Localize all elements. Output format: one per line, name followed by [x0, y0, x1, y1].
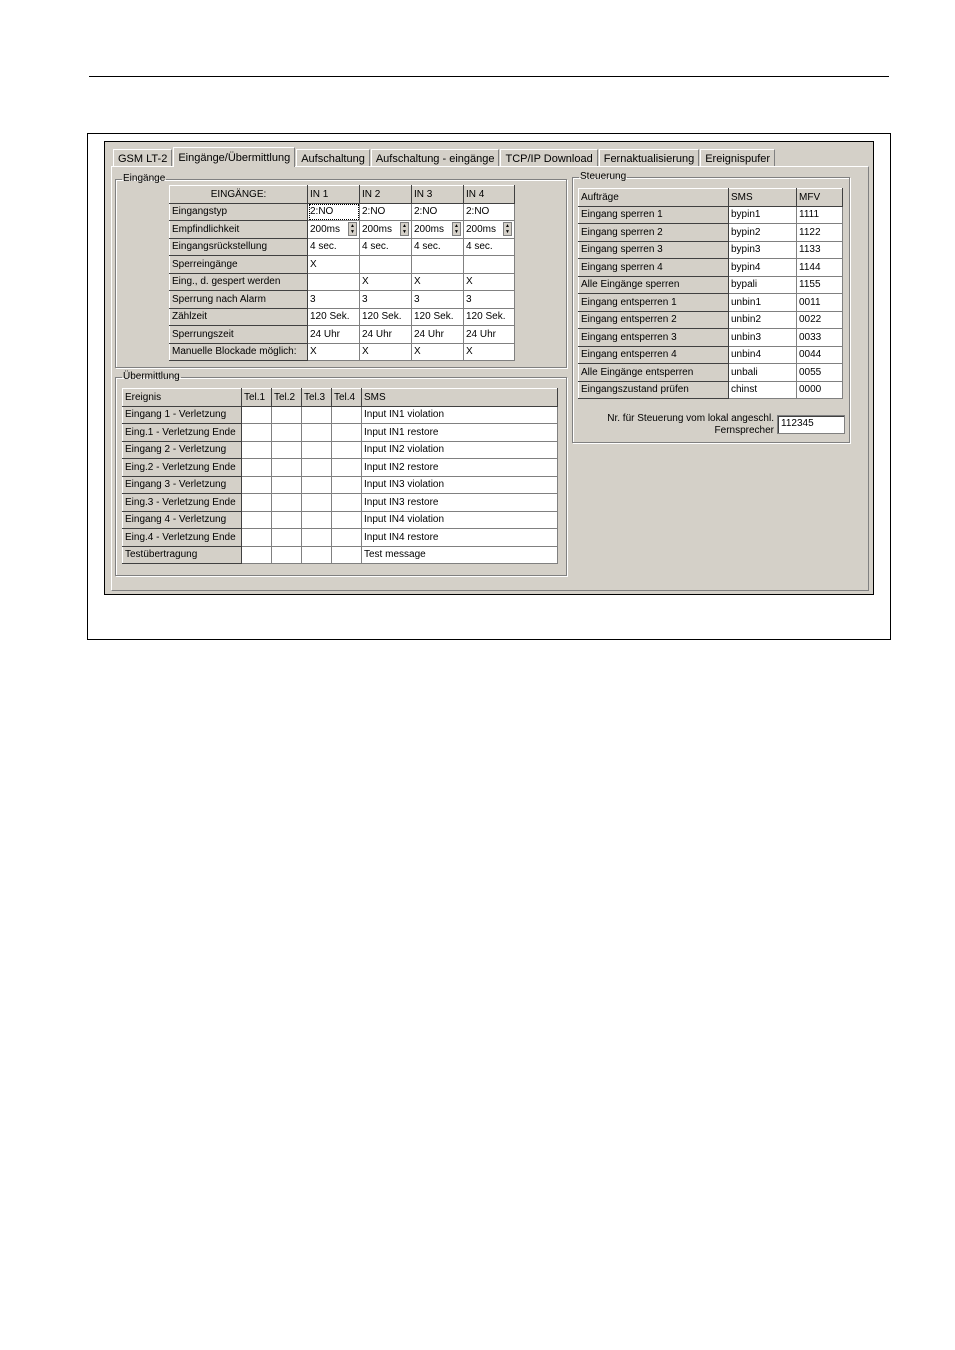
uebermittlung-column-header: Tel.3: [302, 389, 332, 407]
steuerung-row: [579, 241, 843, 259]
mfv-code-cell[interactable]: 0000: [797, 381, 843, 399]
tab-fernaktualisierung[interactable]: Fernaktualisierung: [599, 149, 700, 167]
event-label: Eing.2 - Verletzung Ende: [123, 459, 242, 477]
steuerung-row: [579, 259, 843, 277]
tel-checkbox-cell[interactable]: [332, 406, 362, 424]
tel-checkbox-cell[interactable]: [302, 511, 332, 529]
steuerung-row: [579, 224, 843, 242]
eingaenge-row: [170, 343, 515, 361]
sms-text-cell[interactable]: Test message: [362, 546, 558, 564]
tab-aufschaltung-eingaenge[interactable]: Aufschaltung - eingänge: [371, 149, 500, 167]
mfv-code-cell[interactable]: 0022: [797, 311, 843, 329]
input-column-header-4: IN 4: [464, 186, 515, 204]
sms-text-cell[interactable]: Input IN2 restore: [362, 459, 558, 477]
sms-command-cell[interactable]: bypali: [729, 276, 797, 294]
eingaenge-row: [170, 221, 515, 239]
steuerung-row: [579, 381, 843, 399]
mfv-code-cell[interactable]: 1155: [797, 276, 843, 294]
uebermittlung-column-header: Ereignis: [123, 389, 242, 407]
sms-text-cell[interactable]: Input IN3 restore: [362, 494, 558, 512]
command-label: Alle Eingänge entsperren: [579, 364, 729, 382]
sms-command-cell[interactable]: unbin4: [729, 346, 797, 364]
eingaenge-cell[interactable]: 3: [412, 291, 464, 309]
uebermittlung-row: [123, 476, 558, 494]
command-label: Eingang entsperren 2: [579, 311, 729, 329]
uebermittlung-column-header: SMS: [362, 389, 558, 407]
tab-tcpip-download[interactable]: TCP/IP Download: [500, 149, 597, 167]
command-label: Eingang sperren 1: [579, 206, 729, 224]
sms-text-cell[interactable]: Input IN1 violation: [362, 406, 558, 424]
eingaenge-cell[interactable]: 120 Sek.: [412, 308, 464, 326]
steuerung-column-header: SMS: [729, 189, 797, 207]
tel-checkbox-cell[interactable]: [332, 459, 362, 477]
tel-checkbox-cell[interactable]: [272, 546, 302, 564]
tel-checkbox-cell[interactable]: [242, 476, 272, 494]
tel-checkbox-cell[interactable]: [302, 441, 332, 459]
tel-checkbox-cell[interactable]: [272, 459, 302, 477]
spinner-buttons[interactable]: [503, 222, 512, 236]
input-column-header-1: IN 1: [308, 186, 360, 204]
eingaenge-cell[interactable]: X: [308, 343, 360, 361]
spinner-up-icon[interactable]: ▲: [454, 223, 459, 230]
steuerung-row: [579, 311, 843, 329]
tel-checkbox-cell[interactable]: [272, 529, 302, 547]
eingaenge-cell[interactable]: 24 Uhr: [360, 326, 412, 344]
mfv-code-cell[interactable]: 0011: [797, 294, 843, 312]
mfv-code-cell[interactable]: 0055: [797, 364, 843, 382]
eingaenge-cell[interactable]: 24 Uhr: [464, 326, 515, 344]
uebermittlung-column-header: Tel.2: [272, 389, 302, 407]
command-label: Alle Eingänge sperren: [579, 276, 729, 294]
eingaenge-row: [170, 273, 515, 291]
uebermittlung-column-header: Tel.4: [332, 389, 362, 407]
steuerung-row: [579, 364, 843, 382]
eingaenge-cell[interactable]: 24 Uhr: [308, 326, 360, 344]
sensitivity-value: 200ms: [362, 223, 393, 235]
spinner-up-icon[interactable]: ▲: [350, 223, 355, 230]
eingaenge-cell[interactable]: 4 sec.: [360, 238, 412, 256]
sms-text-cell[interactable]: Input IN2 violation: [362, 441, 558, 459]
steuerung-row: [579, 206, 843, 224]
command-label: Eingang sperren 3: [579, 241, 729, 259]
eingaenge-cell[interactable]: 120 Sek.: [360, 308, 412, 326]
tab-aufschaltung[interactable]: Aufschaltung: [296, 149, 370, 167]
tel-checkbox-cell[interactable]: [302, 476, 332, 494]
eingaenge-row-label: Eing., d. gespert werden: [170, 273, 308, 291]
eingaenge-row-label: Manuelle Blockade möglich:: [170, 343, 308, 361]
eingaenge-cell[interactable]: X: [360, 273, 412, 291]
sms-command-cell[interactable]: chinst: [729, 381, 797, 399]
eingaenge-cell[interactable]: 120 Sek.: [308, 308, 360, 326]
eingaenge-column-header: EINGÄNGE:: [170, 186, 308, 204]
eingaenge-row: [170, 203, 515, 221]
eingaenge-table: [169, 185, 515, 361]
tel-checkbox-cell[interactable]: [302, 546, 332, 564]
sensitivity-spinner[interactable]: [362, 222, 409, 237]
phone-number-field[interactable]: 112345: [777, 415, 845, 434]
eingaenge-row: [170, 308, 515, 326]
input-column-header-2: IN 2: [360, 186, 412, 204]
eingaenge-header-row: [170, 186, 515, 204]
tab-ereignispufer[interactable]: Ereignispufer: [700, 149, 775, 167]
eingaenge-row: [170, 291, 515, 309]
tel-checkbox-cell[interactable]: [272, 494, 302, 512]
spinner-down-icon[interactable]: ▼: [454, 229, 459, 236]
steuerung-row: [579, 346, 843, 364]
eingaenge-row-label: Eingangstyp: [170, 203, 308, 221]
steuerung-header-row: [579, 189, 843, 207]
eingaenge-row-label: Sperreingänge: [170, 256, 308, 274]
eingaenge-cell[interactable]: 2:NO: [464, 203, 515, 221]
uebermittlung-table: [122, 388, 558, 564]
settings-dialog: [104, 141, 874, 595]
mfv-code-cell[interactable]: 1122: [797, 224, 843, 242]
uebermittlung-group-title: Übermittlung: [123, 371, 180, 382]
tab-eingaenge-uebermittlung[interactable]: Eingänge/Übermittlung: [173, 147, 295, 167]
sms-command-cell[interactable]: bypin3: [729, 241, 797, 259]
spinner-buttons[interactable]: [348, 222, 357, 236]
sensitivity-cell[interactable]: [412, 221, 464, 239]
event-label: Eing.3 - Verletzung Ende: [123, 494, 242, 512]
tel-checkbox-cell[interactable]: [242, 546, 272, 564]
steuerung-row: [579, 276, 843, 294]
tel-checkbox-cell[interactable]: [272, 441, 302, 459]
sensitivity-cell[interactable]: [360, 221, 412, 239]
tel-checkbox-cell[interactable]: [332, 546, 362, 564]
phone-label-line2: Fernsprecher: [714, 425, 774, 436]
sensitivity-value: 200ms: [466, 223, 497, 235]
uebermittlung-column-header: Tel.1: [242, 389, 272, 407]
eingaenge-cell[interactable]: 2:NO: [308, 203, 360, 221]
steuerung-table: [578, 188, 843, 399]
eingaenge-cell[interactable]: [464, 256, 515, 274]
sms-text-cell[interactable]: Input IN3 violation: [362, 476, 558, 494]
event-label: Eingang 2 - Verletzung: [123, 441, 242, 459]
sensitivity-spinner[interactable]: [466, 222, 512, 237]
event-label: Testübertragung: [123, 546, 242, 564]
eingaenge-row-label: Sperrung nach Alarm: [170, 291, 308, 309]
sms-command-cell[interactable]: unbin2: [729, 311, 797, 329]
uebermittlung-row: [123, 441, 558, 459]
eingaenge-row-label: Zählzeit: [170, 308, 308, 326]
uebermittlung-row: [123, 511, 558, 529]
spinner-down-icon[interactable]: ▼: [402, 229, 407, 236]
command-label: Eingangszustand prüfen: [579, 381, 729, 399]
spinner-buttons[interactable]: [452, 222, 461, 236]
tel-checkbox-cell[interactable]: [272, 406, 302, 424]
mfv-code-cell[interactable]: 1144: [797, 259, 843, 277]
sensitivity-value: 200ms: [414, 223, 445, 235]
tel-checkbox-cell[interactable]: [332, 476, 362, 494]
event-label: Eingang 3 - Verletzung: [123, 476, 242, 494]
eingaenge-cell[interactable]: X: [308, 256, 360, 274]
tel-checkbox-cell[interactable]: [302, 494, 332, 512]
eingaenge-cell[interactable]: 3: [308, 291, 360, 309]
command-label: Eingang sperren 4: [579, 259, 729, 277]
sms-command-cell[interactable]: unbin3: [729, 329, 797, 347]
tel-checkbox-cell[interactable]: [302, 459, 332, 477]
sms-command-cell[interactable]: unbali: [729, 364, 797, 382]
eingaenge-row: [170, 326, 515, 344]
command-label: Eingang entsperren 1: [579, 294, 729, 312]
eingaenge-cell[interactable]: X: [360, 343, 412, 361]
eingaenge-row-label: Sperrungszeit: [170, 326, 308, 344]
mfv-code-cell[interactable]: 1133: [797, 241, 843, 259]
sms-text-cell[interactable]: Input IN4 violation: [362, 511, 558, 529]
sms-text-cell[interactable]: Input IN1 restore: [362, 424, 558, 442]
eingaenge-row: [170, 238, 515, 256]
tel-checkbox-cell[interactable]: [242, 459, 272, 477]
eingaenge-cell[interactable]: 120 Sek.: [464, 308, 515, 326]
sms-text-cell[interactable]: Input IN4 restore: [362, 529, 558, 547]
tab-gsm-lt2[interactable]: GSM LT-2: [113, 149, 172, 167]
sms-command-cell[interactable]: bypin1: [729, 206, 797, 224]
steuerung-column-header: Aufträge: [579, 189, 729, 207]
tel-checkbox-cell[interactable]: [242, 529, 272, 547]
eingaenge-cell[interactable]: 2:NO: [412, 203, 464, 221]
eingaenge-cell[interactable]: [412, 256, 464, 274]
page-header-rule: [89, 76, 889, 77]
tab-strip: [113, 147, 776, 167]
input-column-header-3: IN 3: [412, 186, 464, 204]
tel-checkbox-cell[interactable]: [332, 494, 362, 512]
eingaenge-cell[interactable]: X: [464, 273, 515, 291]
tel-checkbox-cell[interactable]: [272, 511, 302, 529]
eingaenge-cell[interactable]: 4 sec.: [464, 238, 515, 256]
eingaenge-cell[interactable]: 24 Uhr: [412, 326, 464, 344]
command-label: Eingang entsperren 3: [579, 329, 729, 347]
eingaenge-cell[interactable]: 4 sec.: [308, 238, 360, 256]
tel-checkbox-cell[interactable]: [332, 529, 362, 547]
event-label: Eing.4 - Verletzung Ende: [123, 529, 242, 547]
uebermittlung-row: [123, 494, 558, 512]
eingaenge-cell[interactable]: 2:NO: [360, 203, 412, 221]
sensitivity-spinner[interactable]: [310, 222, 357, 237]
uebermittlung-row: [123, 459, 558, 477]
uebermittlung-row: [123, 424, 558, 442]
phone-label: [582, 413, 774, 437]
spinner-up-icon[interactable]: ▲: [505, 223, 510, 230]
uebermittlung-header-row: [123, 389, 558, 407]
eingaenge-group-title: Eingänge: [123, 173, 166, 184]
eingaenge-cell[interactable]: 3: [464, 291, 515, 309]
tel-checkbox-cell[interactable]: [302, 406, 332, 424]
tel-checkbox-cell[interactable]: [302, 424, 332, 442]
steuerung-row: [579, 294, 843, 312]
mfv-code-cell[interactable]: 0044: [797, 346, 843, 364]
tel-checkbox-cell[interactable]: [332, 441, 362, 459]
spinner-buttons[interactable]: [400, 222, 409, 236]
sensitivity-spinner[interactable]: [414, 222, 461, 237]
eingaenge-cell[interactable]: [308, 273, 360, 291]
tel-checkbox-cell[interactable]: [272, 424, 302, 442]
eingaenge-cell[interactable]: X: [464, 343, 515, 361]
tel-checkbox-cell[interactable]: [242, 406, 272, 424]
sensitivity-value: 200ms: [310, 223, 341, 235]
event-label: Eingang 4 - Verletzung: [123, 511, 242, 529]
tel-checkbox-cell[interactable]: [242, 424, 272, 442]
tel-checkbox-cell[interactable]: [272, 476, 302, 494]
tel-checkbox-cell[interactable]: [242, 494, 272, 512]
spinner-down-icon[interactable]: ▼: [350, 229, 355, 236]
spinner-up-icon[interactable]: ▲: [402, 223, 407, 230]
eingaenge-row: [170, 256, 515, 274]
sensitivity-cell[interactable]: [464, 221, 515, 239]
uebermittlung-row: [123, 529, 558, 547]
eingaenge-cell[interactable]: [360, 256, 412, 274]
eingaenge-row-label: Eingangsrückstellung: [170, 238, 308, 256]
event-label: Eingang 1 - Verletzung: [123, 406, 242, 424]
tel-checkbox-cell[interactable]: [242, 441, 272, 459]
sms-command-cell[interactable]: bypin4: [729, 259, 797, 277]
spinner-down-icon[interactable]: ▼: [505, 229, 510, 236]
mfv-code-cell[interactable]: 0033: [797, 329, 843, 347]
sensitivity-cell[interactable]: [308, 221, 360, 239]
eingaenge-cell[interactable]: X: [412, 273, 464, 291]
eingaenge-cell[interactable]: 3: [360, 291, 412, 309]
tel-checkbox-cell[interactable]: [332, 424, 362, 442]
event-label: Eing.1 - Verletzung Ende: [123, 424, 242, 442]
phone-label-line1: Nr. für Steuerung vom lokal angeschl.: [607, 413, 774, 424]
sms-command-cell[interactable]: bypin2: [729, 224, 797, 242]
uebermittlung-row: [123, 546, 558, 564]
mfv-code-cell[interactable]: 1111: [797, 206, 843, 224]
uebermittlung-row: [123, 406, 558, 424]
eingaenge-cell[interactable]: 4 sec.: [412, 238, 464, 256]
steuerung-row: [579, 329, 843, 347]
tab-panel: [111, 166, 869, 591]
tel-checkbox-cell[interactable]: [302, 529, 332, 547]
sms-command-cell[interactable]: unbin1: [729, 294, 797, 312]
steuerung-group-title: Steuerung: [580, 171, 627, 182]
command-label: Eingang entsperren 4: [579, 346, 729, 364]
tel-checkbox-cell[interactable]: [242, 511, 272, 529]
steuerung-column-header: MFV: [797, 189, 843, 207]
command-label: Eingang sperren 2: [579, 224, 729, 242]
tel-checkbox-cell[interactable]: [332, 511, 362, 529]
eingaenge-cell[interactable]: X: [412, 343, 464, 361]
eingaenge-row-label: Empfindlichkeit: [170, 221, 308, 239]
